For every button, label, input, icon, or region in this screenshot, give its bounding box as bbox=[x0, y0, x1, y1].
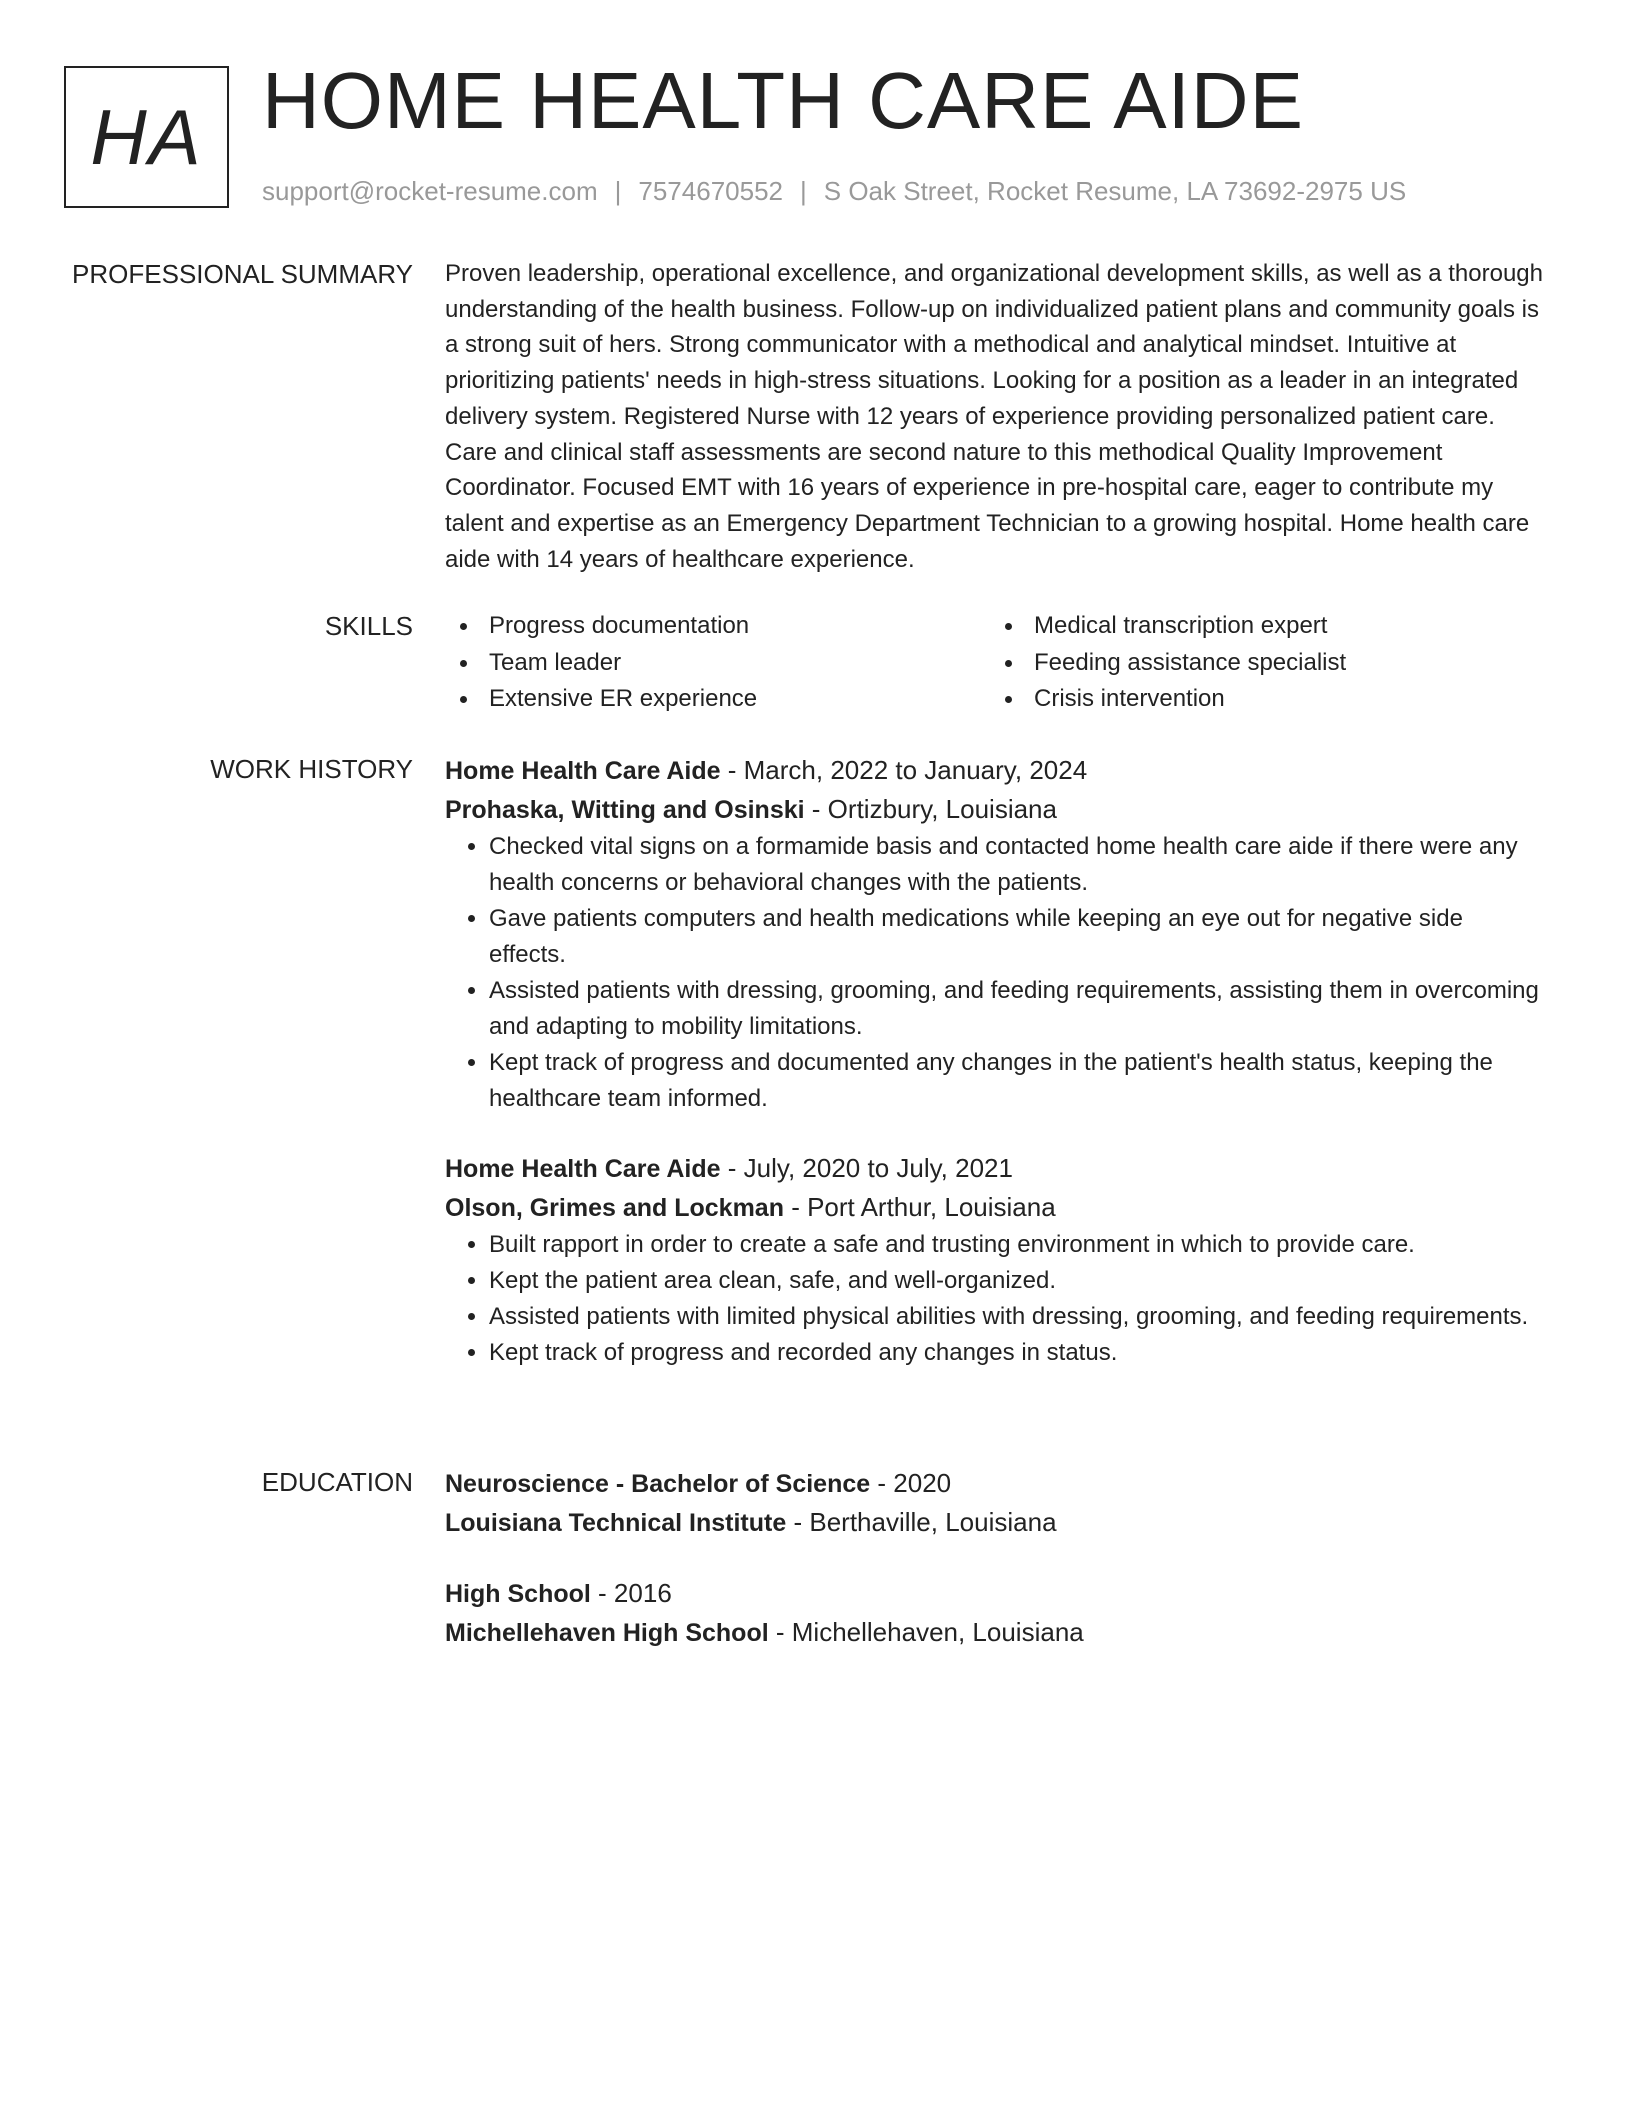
skill-item: Team leader bbox=[445, 645, 990, 682]
job-duty: • Checked vital signs on a formamide basis and contacted home health care aide if there were any health concerns or behavioral changes with the patients. bbox=[489, 829, 1545, 901]
skill-item: Feeding assistance specialist bbox=[990, 645, 1535, 682]
education-degree-line bbox=[445, 1464, 1545, 1503]
monogram-logo: HA bbox=[64, 66, 229, 208]
education-school-line bbox=[445, 1613, 1545, 1652]
job-dates: - March, 2022 to January, 2024 bbox=[720, 755, 1088, 785]
job-duty: • Kept track of progress and documented any changes in the patient's health status, keeping the healthcare team informed. bbox=[489, 1045, 1545, 1117]
contact-phone[interactable]: 7574670552 bbox=[638, 176, 783, 206]
section-label-skills: SKILLS bbox=[324, 611, 413, 641]
education-entry bbox=[445, 1464, 1545, 1542]
education-entry bbox=[445, 1574, 1545, 1652]
contact-address: S Oak Street, Rocket Resume, LA 73692-2975 US bbox=[823, 176, 1407, 206]
education-school: Louisiana Technical Institute bbox=[445, 1509, 787, 1537]
job-duty: • Kept track of progress and recorded any changes in status. bbox=[489, 1335, 1545, 1371]
education-school: Michellehaven High School bbox=[445, 1619, 769, 1647]
section-label-summary: PROFESSIONAL SUMMARY bbox=[72, 259, 413, 289]
job-title-line bbox=[445, 1149, 1545, 1188]
education-degree-line bbox=[445, 1574, 1545, 1613]
section-label-education: EDUCATION bbox=[261, 1467, 413, 1497]
job-duty: • Assisted patients with limited physical abilities with dressing, grooming, and feeding requirements. bbox=[489, 1299, 1545, 1335]
job-company: Olson, Grimes and Lockman bbox=[445, 1194, 784, 1222]
contact-separator: | bbox=[614, 176, 622, 206]
contact-email[interactable]: support@rocket-resume.com bbox=[262, 176, 598, 206]
job-location: - Ortizbury, Louisiana bbox=[804, 794, 1057, 824]
skills-list bbox=[445, 608, 1545, 718]
education-school-line bbox=[445, 1503, 1545, 1542]
job-location: - Port Arthur, Louisiana bbox=[783, 1192, 1056, 1222]
summary-text: Proven leadership, operational excellence, and organizational development skills, as well as a thorough understanding of the health business. Follow-up on individualized patient plans and community goals is a strong suit of hers. Strong communicator with a methodical and analytical mindset. Intuitive at prioritizing patients' needs in high-stress situations. Looking for a position as a leader in an integrated delivery system. Registered Nurse with 12 years of experience providing personalized patient care. Care and clinical staff assessments are second nature to this methodical Quality Improvement Coordinator. Focused EMT with 16 years of experience in pre-hospital care, eager to contribute my talent and expertise as an Emergency Department Technician to a growing hospital. Home health care aide with 14 years of healthcare experience. bbox=[445, 260, 1543, 573]
job-company-line bbox=[445, 1188, 1545, 1227]
job-duty: • Assisted patients with dressing, grooming, and feeding requirements, assisting them in overcoming and adapting to mobility limitations. bbox=[489, 973, 1545, 1045]
skill-item: Crisis intervention bbox=[990, 681, 1535, 718]
job-duty: • Built rapport in order to create a safe and trusting environment in which to provide care. bbox=[489, 1227, 1545, 1263]
job-title-line bbox=[445, 751, 1545, 790]
job-duty: • Gave patients computers and health medications while keeping an eye out for negative side effects. bbox=[489, 901, 1545, 973]
job-entry bbox=[445, 751, 1545, 1117]
contact-separator: | bbox=[800, 176, 807, 206]
job-entry bbox=[445, 1149, 1545, 1371]
section-label-work-history: WORK HISTORY bbox=[210, 754, 413, 784]
job-duties-list bbox=[445, 829, 1545, 1117]
skill-item: Extensive ER experience bbox=[445, 681, 990, 718]
education-location: - Michellehaven, Louisiana bbox=[768, 1617, 1084, 1647]
contact-line bbox=[262, 175, 1406, 207]
skill-item: Medical transcription expert bbox=[990, 608, 1535, 645]
job-title: Home Health Care Aide bbox=[445, 757, 721, 785]
job-dates: - July, 2020 to July, 2021 bbox=[720, 1153, 1013, 1183]
job-duty: • Kept the patient area clean, safe, and well-organized. bbox=[489, 1263, 1545, 1299]
education-location: - Berthaville, Louisiana bbox=[786, 1507, 1057, 1537]
job-company-line bbox=[445, 790, 1545, 829]
job-company: Prohaska, Witting and Osinski bbox=[445, 796, 805, 824]
education-year: - 2020 bbox=[870, 1468, 952, 1498]
skill-item: Progress documentation bbox=[445, 608, 990, 645]
job-title: Home Health Care Aide bbox=[445, 1155, 721, 1183]
job-duties-list bbox=[445, 1227, 1545, 1371]
education-degree: Neuroscience - Bachelor of Science bbox=[445, 1470, 871, 1498]
education-year: - 2016 bbox=[590, 1578, 672, 1608]
resume-title: HOME HEALTH CARE AIDE bbox=[262, 56, 1304, 145]
education-degree: High School bbox=[445, 1580, 591, 1608]
